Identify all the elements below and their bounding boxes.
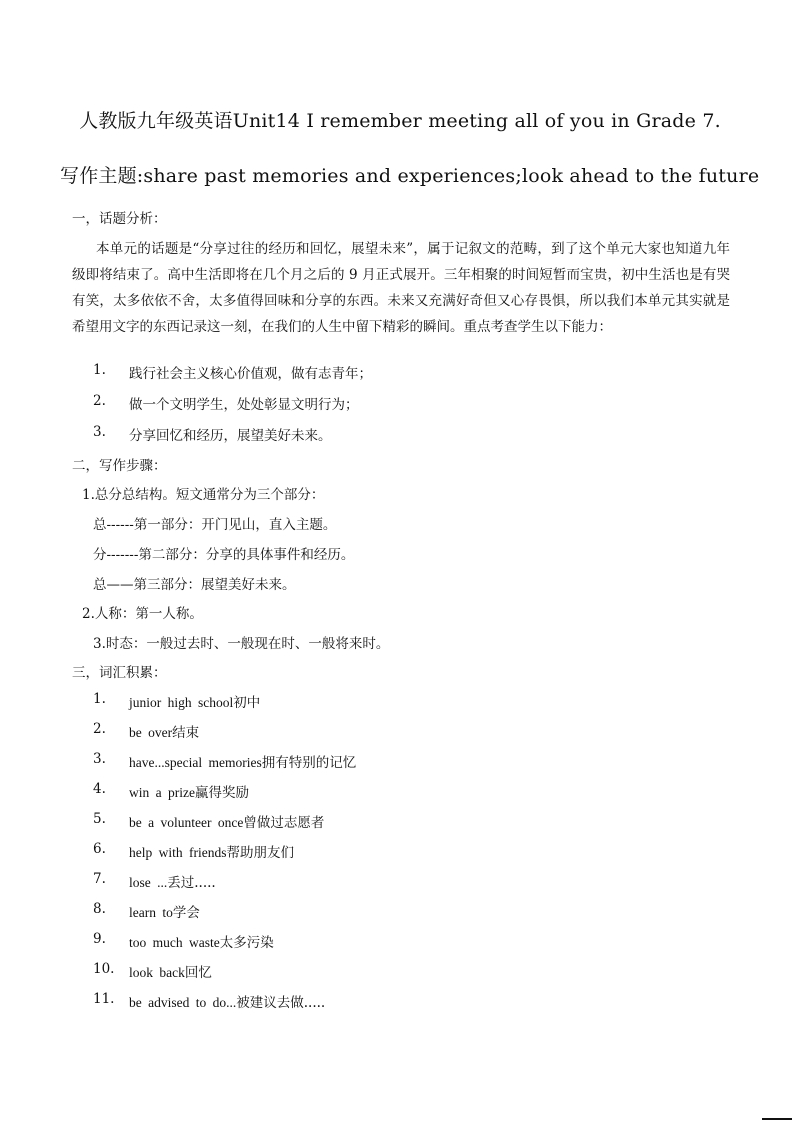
ability-text: 分享回忆和经历，展望美好未来。 [129, 428, 332, 444]
vocab-number: 7. [93, 871, 106, 887]
step-person: 2.人称：第一人称。 [82, 606, 203, 622]
vocab-number: 10. [93, 961, 115, 977]
vocab-english: junior high school [129, 695, 234, 710]
ability-number: 2. [93, 393, 106, 409]
section-heading-writing-steps: 二，写作步骤： [72, 458, 167, 474]
vocab-english: lose ... [129, 875, 168, 890]
vocab-chinese: 太多污染 [219, 935, 274, 951]
structure-part-two: 分-------第二部分：分享的具体事件和经历。 [93, 547, 355, 563]
ability-text: 践行社会主义核心价值观，做有志青年； [129, 366, 372, 382]
step-tense: 3.时态：一般过去时、一般现在时、一般将来时。 [93, 636, 390, 652]
vocab-english: be a volunteer once [129, 815, 244, 830]
vocab-english: learn to [129, 905, 173, 920]
structure-part-three: 总——第三部分：展望美好未来。 [93, 577, 296, 593]
vocab-english: win a prize [129, 785, 195, 800]
vocab-english: help with friends [129, 845, 227, 860]
vocab-chinese: 丢过..... [167, 875, 216, 891]
document-title: 人教版九年级英语Unit14 I remember meeting all of you in Grade 7. [79, 110, 721, 132]
vocab-number: 3. [93, 751, 106, 767]
vocab-number: 9. [93, 931, 106, 947]
topic-analysis-paragraph: 本单元的话题是“分享过往的经历和回忆，展望未来”，属于记叙文的范畴，到了这个单元大家也知道九年级即将结束了。高中生活即将在几个月之后的 9 月正式展开。三年相聚的时间短暂而宝贵，初中生活也是有哭有笑，太多依依不舍，太多值得回味和分享的东西。未来又充满好奇但又心存畏惧，所以我们本单元其实就是希望用文字的东西记录这一刻，在我们的人生中留下精彩的瞬间。重点考查学生以下能力： [72, 241, 730, 335]
ability-number: 3. [93, 424, 106, 440]
vocab-number: 1. [93, 691, 106, 707]
ability-number: 1. [93, 362, 106, 378]
vocab-chinese: 拥有特别的记忆 [261, 755, 357, 771]
vocab-number: 2. [93, 721, 106, 737]
vocab-chinese: 初中 [233, 695, 261, 711]
vocab-number: 6. [93, 841, 106, 857]
structure-part-one: 总------第一部分：开门见山，直入主题。 [93, 517, 337, 533]
vocab-chinese: 曾做过志愿者 [243, 815, 325, 831]
vocab-english: look back [129, 965, 185, 980]
vocab-number: 8. [93, 901, 106, 917]
step-structure: 1.总分总结构。短文通常分为三个部分： [82, 487, 325, 503]
page-corner-rule [762, 1118, 792, 1120]
vocab-english: be over [129, 725, 173, 740]
vocab-number: 4. [93, 781, 106, 797]
ability-text: 做一个文明学生，处处彰显文明行为； [129, 397, 359, 413]
vocab-number: 5. [93, 811, 106, 827]
vocab-chinese: 被建议去做..... [236, 995, 326, 1011]
vocab-chinese: 帮助朋友们 [226, 845, 294, 861]
vocab-chinese: 学会 [172, 905, 200, 921]
vocab-chinese: 结束 [172, 725, 200, 741]
section-heading-vocabulary: 三，词汇积累： [72, 665, 167, 681]
vocab-number: 11. [93, 991, 115, 1007]
vocab-chinese: 回忆 [184, 965, 212, 981]
writing-theme: 写作主题:share past memories and experiences;look ahead to the future [60, 165, 760, 187]
vocab-chinese: 赢得奖励 [194, 785, 249, 801]
vocab-english: too much waste [129, 935, 220, 950]
section-heading-topic-analysis: 一，话题分析： [72, 211, 167, 227]
vocab-english: have...special memories [129, 755, 262, 770]
vocab-english: be advised to do... [129, 995, 237, 1010]
